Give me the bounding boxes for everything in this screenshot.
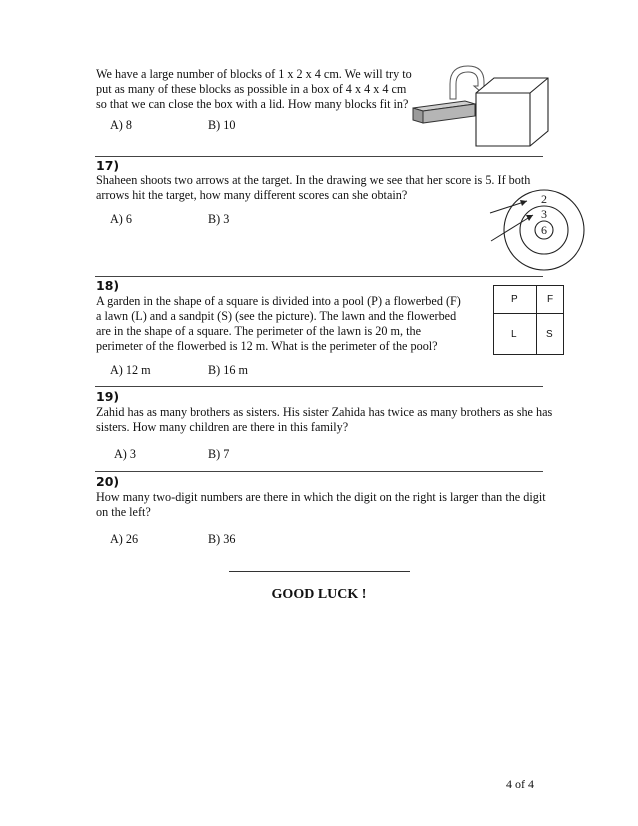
garden-label-pool: P [511, 294, 518, 305]
q18-option-a: A) 12 m [110, 363, 151, 377]
q17-number: 17) [96, 158, 120, 173]
target-label-3: 3 [541, 207, 547, 221]
q18-line: a lawn (L) and a sandpit (S) (see the picture). The lawn and the flowerbed [96, 309, 457, 323]
q18-line: are in the shape of a square. The perimeter of the lawn is 20 m, the [96, 324, 421, 338]
divider [95, 386, 543, 387]
q18-line: perimeter of the flowerbed is 12 m. What is the perimeter of the pool? [96, 339, 438, 353]
closing-text: GOOD LUCK ! [271, 587, 367, 602]
q19-number: 19) [96, 389, 120, 404]
signature-line [229, 571, 410, 572]
q16-line: We have a large number of blocks of 1 x 2 x 4 cm. We will try to [96, 67, 412, 81]
q20-line: on the left? [96, 505, 151, 519]
target-label-6: 6 [541, 223, 547, 237]
q19-option-b: B) 7 [208, 447, 230, 461]
q18-number: 18) [96, 278, 120, 293]
q19-text [96, 405, 552, 435]
q16-line: put as many of these blocks as possible in a box of 4 x 4 x 4 cm [96, 82, 407, 96]
garden-label-sandpit: S [546, 329, 553, 340]
divider [95, 471, 543, 472]
q20-option-a: A) 26 [110, 532, 139, 546]
q17-line: Shaheen shoots two arrows at the target. In the drawing we see that her score is 5. If both [96, 173, 531, 187]
page-number: 4 of 4 [506, 777, 534, 791]
q20-option-b: B) 36 [208, 532, 236, 546]
garden-label-flowerbed: F [547, 294, 554, 305]
q18-option-b: B) 16 m [208, 363, 248, 377]
q18-text [96, 294, 461, 354]
q19-line: sisters. How many children are there in this family? [96, 420, 349, 434]
q20-number: 20) [96, 474, 120, 489]
q19-option-a: A) 3 [114, 447, 137, 461]
q20-text [96, 490, 546, 520]
q16-option-b: B) 10 [208, 118, 236, 132]
q18-line: A garden in the shape of a square is divided into a pool (P) a flowerbed (F) [96, 294, 461, 308]
q17-option-a: A) 6 [110, 212, 133, 226]
divider [95, 276, 543, 277]
garden-diagram [493, 285, 564, 355]
q20-line: How many two-digit numbers are there in which the digit on the right is larger than the digit [96, 490, 546, 504]
garden-label-lawn: L [511, 329, 517, 340]
q16-line: so that we can close the box with a lid. How many blocks fit in? [96, 97, 409, 111]
q17-option-b: B) 3 [208, 212, 230, 226]
q17-line: arrows hit the target, how many different scores can she obtain? [96, 188, 408, 202]
q19-line: Zahid has as many brothers as sisters. His sister Zahida has twice as many brothers as she has [96, 405, 553, 419]
q16-option-a: A) 8 [110, 118, 133, 132]
target-label-2: 2 [541, 192, 547, 206]
